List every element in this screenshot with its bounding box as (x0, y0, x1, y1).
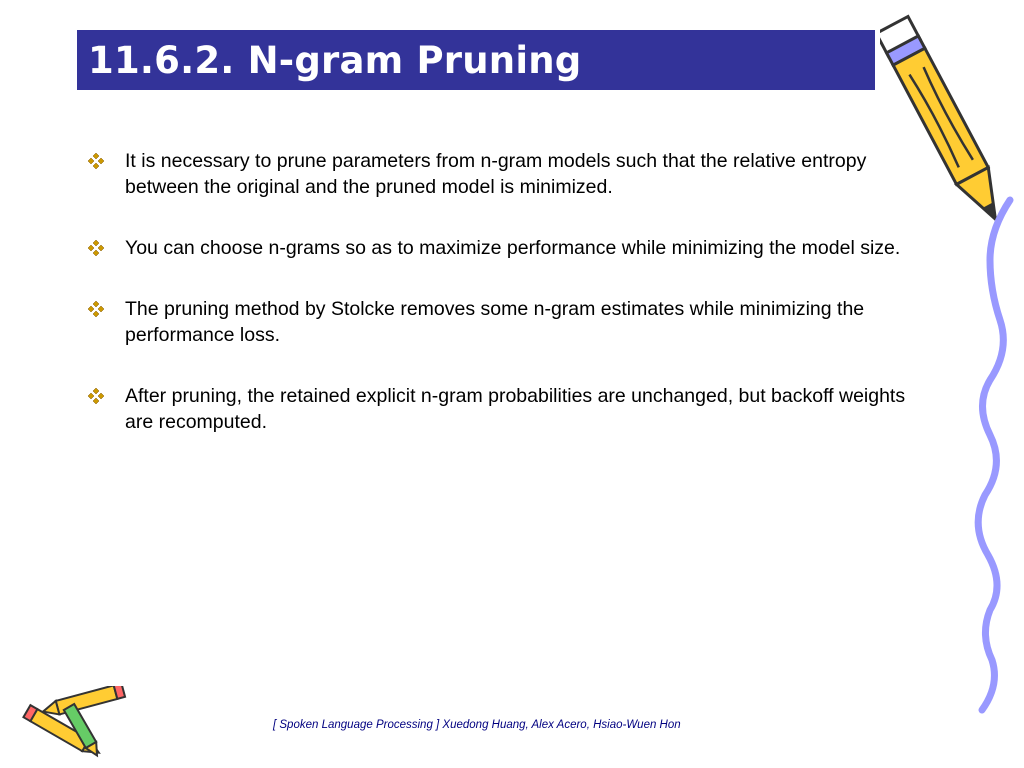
crossed-pencils-icon (18, 686, 138, 768)
list-item (88, 235, 928, 261)
list-item (88, 148, 928, 200)
footer-credit: [ Spoken Language Processing ] Xuedong Huang, Alex Acero, Hsiao-Wuen Hon (273, 719, 681, 731)
bullet-text: You can choose n-grams so as to maximize performance while minimizing the model size. (125, 237, 901, 259)
title-bar (77, 30, 875, 90)
bullet-text: It is necessary to prune parameters from n-gram models such that the relative entropy between the original and the pruned model is minimized. (125, 150, 867, 198)
scribble-line-icon (960, 190, 1020, 720)
bullet-list (88, 148, 928, 470)
list-item (88, 383, 928, 435)
page-title: 11.6.2. N-gram Pruning (88, 38, 582, 82)
diamond-cluster-icon (88, 383, 125, 409)
bullet-text: The pruning method by Stolcke removes some n-gram estimates while minimizing the performance loss. (125, 298, 865, 346)
diamond-cluster-icon (88, 296, 125, 322)
diamond-cluster-icon (88, 148, 125, 174)
list-item (88, 296, 928, 348)
diamond-cluster-icon (88, 235, 125, 261)
bullet-text: After pruning, the retained explicit n-gram probabilities are unchanged, but backoff weights are recomputed. (125, 385, 906, 433)
